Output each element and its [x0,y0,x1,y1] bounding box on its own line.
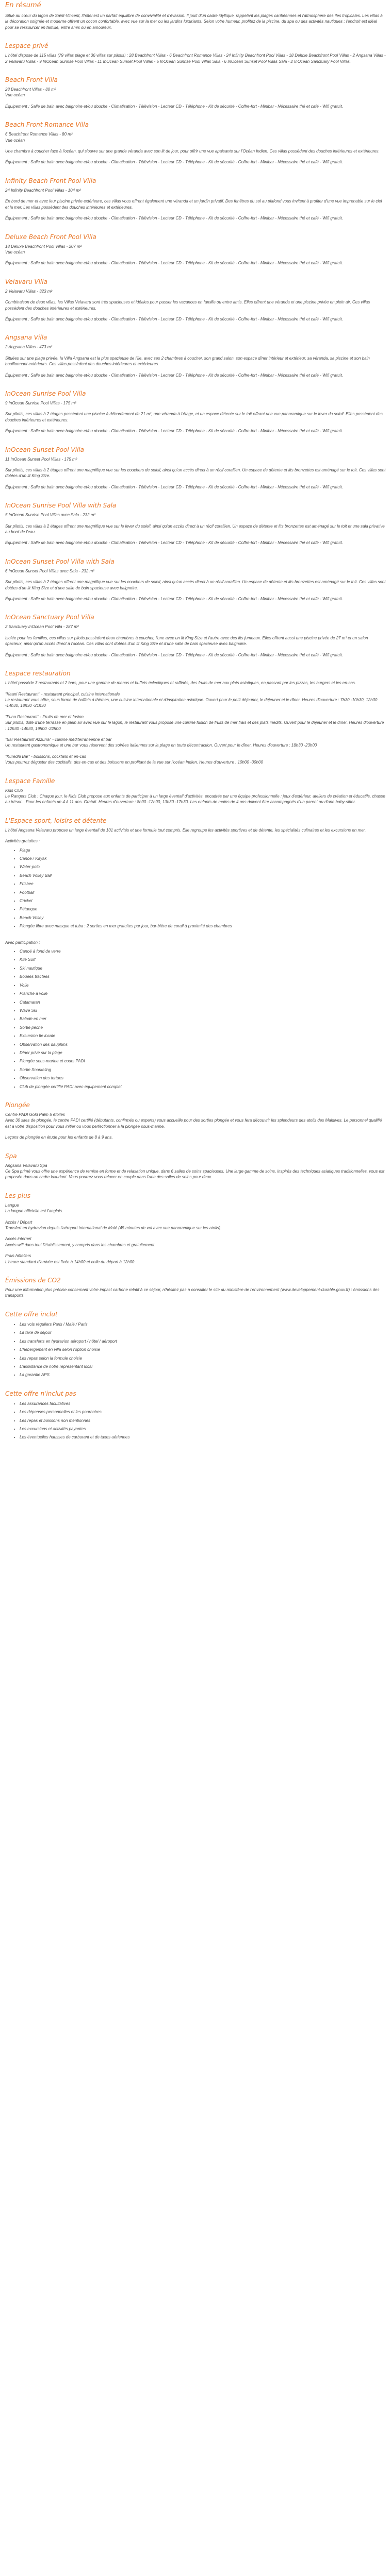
restaurants-title: Lespace restauration [5,670,71,677]
room-equipment: Équipement : Salle de bain avec baignoire et/ou douche - Climatisation - Télévision - Lecteur CD - Téléphone - Kit de sécurité - Coffre-fort - Minibar - Nécessaire thé et café - Wifi gratuit. [5,160,343,165]
included-item: • Les vols réguliers Paris / Malé / Paris [20,1321,386,1327]
spacer [5,193,386,198]
room-size: 18 Deluxe Beachfront Pool Villas - 207 m² [5,244,82,249]
spacer [5,350,386,355]
room-size: 9 InOcean Sunrise Pool Villas - 175 m² [5,400,76,405]
paid-activities-list [5,948,386,1090]
room-title: Beach Front Romance Villa [5,121,89,129]
room-title: InOcean Sanctuary Pool Villa [5,614,94,621]
restaurants-section [5,669,386,765]
excluded-item: • Les assurances facultatives [20,1401,386,1406]
paid-activity-item: • Sortie pêche [20,1025,386,1030]
room-equipment: Équipement : Salle de bain avec baignoire et/ou douche - Climatisation - Télévision - Lecteur CD - Téléphone - Kit de sécurité - Coffre-fort - Minibar - Nécessaire thé et café - Wifi gratuit. [5,372,343,378]
restaurant-details: Le restaurant vous offre, sous forme de buffets à thèmes, une cuisine internationale et d'inspiration asiatique. Ouvert pour le petit déjeuner, le déjeuner et le dîner. Heures d'ouverture : 7h30 -10h30, 12h30 -14h30, 18h30 -21h30 [5,697,378,708]
paid-activity-item: • Observation des tortues [20,1075,386,1081]
excluded-item: • Les excursions et activités payantes [20,1426,386,1432]
room-description: Combinaison de deux villas, les Villas Velavaru sont très spacieuses et idéales pour passer les vacances en famille ou entre amis. Elles offrent une véranda et une piscine privée en plein air. Ces villas possèdent des douches intérieures et extérieures. [5,300,370,311]
room-title: Velavaru Villa [5,278,47,285]
room-description: Isolée pour les familles, ces villas sur pilotis possèdent deux chambres à coucher, l'une avec un lit King Size et l'autre avec des lits jumeaux. Elles offrent aussi une piscine privée de 27 m² et un salon spacieux, ainsi qu'un accès direct à l'océan. Ces villas sont dotées d'un lit King Size et d'une salle de bain spacieuse avec baignoire. [5,635,368,647]
room-equipment: Équipement : Salle de bain avec baignoire et/ou douche - Climatisation - Télévision - Lecteur CD - Téléphone - Kit de sécurité - Coffre-fort - Minibar - Nécessaire thé et café - Wifi gratuit. [5,216,343,221]
room-equipment: Équipement : Salle de bain avec baignoire et/ou douche - Climatisation - Télévision - Lecteur CD - Téléphone - Kit de sécurité - Coffre-fort - Minibar - Nécessaire thé et café - Wifi gratuit. [5,484,343,489]
included-item: • L'hébergement en villa selon l'option choisie [20,1347,386,1352]
room-description: Une chambre à coucher face à l'océan, qui s'ouvre sur une grande véranda avec son lit de jour, pour offrir une vue apaisante sur l'Océan Indien. Ces villas possèdent des douches intérieures et extérieures. [5,149,380,154]
free-activities-list [5,848,386,929]
room-size: 24 Infinity Beachfront Pool Villas - 104 m² [5,188,81,193]
included-item: • Les repas selon la formule choisie [20,1355,386,1361]
spacer [5,255,386,260]
co2-title: Émissions de CO2 [5,1277,61,1284]
room-size: 5 InOcean Sunrise Pool Villas avec Sala - 232 m² [5,513,96,518]
spa-subtitle: Angsana Velavaru Spa [5,1163,47,1168]
room-view: Vue océan [5,93,25,98]
free-activity-item: • Canoë / Kayak [20,856,386,861]
paid-activity-item: • Sortie Snorkeling [20,1067,386,1073]
excluded-item: • Les dépenses personnelles et les pourboires [20,1409,386,1415]
access-text: Transfert en hydravion depuis l'aéroport international de Malé (45 minutes de vol avec vue panoramique sur les atolls). [5,1226,222,1231]
room-view: Vue océan [5,138,25,143]
paid-activity-item: • Planche à voile [20,991,386,996]
room-equipment: Équipement : Salle de bain avec baignoire et/ou douche - Climatisation - Télévision - Lecteur CD - Téléphone - Kit de sécurité - Coffre-fort - Minibar - Nécessaire thé et café - Wifi gratuit. [5,316,343,321]
paid-activity-item: • Kite Surf [20,957,386,962]
room-size: 6 Beachfront Romance Villas - 80 m² [5,132,73,137]
family-paragraph: Le Rangers Club : Chaque jour, le Kids Club propose aux enfants de participer à un large éventail d'activités, encadrés par une équipe professionnelle : jeux d'extérieur, ateliers de création et éducatifs, chasse au trésor... Pour les enfants de 4 à 11 ans. Gratuit. Heures d'ouverture : 8h00 -12h00, 13h30 -17h30. Les enfants de moins de 4 ans doivent être accompagnés d'un parent ou d'une baby-sitter. [5,793,385,805]
free-activity-item: • Water-polo [20,864,386,870]
restaurants-intro: L'hôtel possède 3 restaurants et 2 bars, pour une gamme de menus et buffets éclectiques et raffinés, des fruits de mer aux plats asiatiques, en passant par les pizzas, les burgers et les en-cas. [5,681,356,686]
kids-club-label: Kids Club [5,788,23,793]
paid-activity-item: • Observation des dauphins [20,1042,386,1047]
free-activity-item: • Cricket [20,898,386,904]
diving-paragraph: Avec 30 sites de plongée, le centre PADI certifié (débutants, confirmés ou experts) vous accueille pour des sorties plongée et vous fera découvrir les splendeurs des atolls des Maldives. Le personnel qualifié est à votre disposition pour vous initier ou vous perfectionner à la plongée sous-marine. [5,1118,382,1129]
room-description: Situées sur une plage privée, la Villa Angsana est la plus spacieuse de l'île, avec ses 2 chambres à coucher, son grand salon, son espace dîner intérieur et extérieur, sa véranda, sa piscine et son bain bouillonnant extérieurs. Ces villas possèdent des douches intérieures et extérieures. [5,355,370,367]
excludes-list [5,1401,386,1440]
family-section [5,777,386,805]
paid-activity-item: • Catamaran [20,999,386,1005]
free-activity-item: • Plage [20,848,386,853]
free-activity-item: • Pétanque [20,906,386,912]
spacer [5,143,386,148]
room-equipment: Équipement : Salle de bain avec baignoire et/ou douche - Climatisation - Télévision - Lecteur CD - Téléphone - Kit de sécurité - Coffre-fort - Minibar - Nécessaire thé et café - Wifi gratuit. [5,652,343,657]
paid-activities-label: Avec participation : [5,940,40,945]
restaurants-list [5,691,386,766]
room-title: InOcean Sunset Pool Villa with Sala [5,557,115,565]
spa-paragraph: Ce Spa primé vous offre une expérience de remise en forme et de relaxation unique, dans 6 salles de soins spacieuses. Une large gamme de soins, inspirés des techniques asiatiques traditionnelles, vous est proposée dans un cadre luxuriant. Vous pourrez vous relaxer en couple dans l'une des salles de soins pour deux. [5,1169,385,1180]
free-activity-item: • Frisbee [20,881,386,887]
extras-section [5,1192,386,1265]
free-activity-item: • Beach Volley Ball [20,873,386,878]
co2-paragraph: Pour une information plus précise concernant votre impact carbone relatif à ce séjour, n'hésitez pas à consulter le site du ministère de l'environnement (www.developpement-durable.gouv.fr) : émissions des transports. [5,1287,380,1298]
language-text: La langue officielle est l'anglais. [5,1209,63,1214]
language-label: Langue [5,1202,19,1208]
room-equipment: Équipement : Salle de bain avec baignoire et/ou douche - Climatisation - Télévision - Lecteur CD - Téléphone - Kit de sécurité - Coffre-fort - Minibar - Nécessaire thé et café - Wifi gratuit. [5,540,343,546]
activities-section [5,817,386,1090]
room-size: 2 Sanctuary InOcean Pool Villa - 287 m² [5,624,79,630]
activities-intro: L'hôtel Angsana Velavaru propose un large éventail de 101 activités et une formule tout compris. Elle regroupe les activités sportives et de détente, les spécialités culinaires et les excursions en mer. [5,827,366,833]
room-size: 11 InOcean Sunset Pool Villas - 175 m² [5,456,77,462]
room-title: Beach Front Villa [5,76,58,84]
co2-section [5,1276,386,1299]
included-item: • La garantie APS [20,1372,386,1378]
room-description: Sur pilotis, ces villas à 2 étages possèdent une piscine à débordement de 21 m², une véranda à l'étage, et un espace détente sur le toit offrant une vue panoramique sur le lever du soleil. Elles possèdent des douches intérieures et extérieures. [5,412,383,422]
spacer [5,98,386,104]
wifi-text: Accès wifi dans tout l'établissement, y compris dans les chambres et gratuitement. [5,1242,156,1247]
restaurant-details: Sur pilotis, doté d'une terrasse en plein air avec vue sur le lagon, le restaurant vous propose une cuisine fusion de fruits de mer frais et des plats inédits. Ouvert pour le déjeuner et le dîner. Heures d'ouverture : 12h30 -14h30, 19h00 -22h00 [5,720,384,731]
activities-title: L'Espace sport, loisirs et détente [5,817,107,824]
restaurant-name: "Kuredhi Bar" - boissons, cocktails et en-cas [5,754,86,759]
room-title: Infinity Beach Front Pool Villa [5,177,96,184]
room-equipment: Équipement : Salle de bain avec baignoire et/ou douche - Climatisation - Télévision - Lecteur CD - Téléphone - Kit de sécurité - Coffre-fort - Minibar - Nécessaire thé et café - Wifi gratuit. [5,429,343,434]
room-description: Sur pilotis, ces villas à 2 étages offrent une magnifique vue sur les couchers de soleil, ainsi qu'un accès direct à un récif corallien. Un espace de détente et lits bronzettes est aménagé sur le toit. Ces villas sont dotées d'un lit King Size. [5,468,386,479]
included-item: • L'assistance de notre représentant local [20,1364,386,1369]
paid-activity-item: • Ski nautique [20,965,386,971]
family-title: Lespace Famille [5,777,55,785]
excluded-item: • Les repas et boissons non mentionnés [20,1418,386,1423]
paid-activity-item: • Club de plongée certifié PADI avec équipement complet [20,1084,386,1090]
room-size: 28 Beachfront Villas - 80 m² [5,87,56,92]
restaurant-name: "Kaani Restaurant" - restaurant principal, cuisine internationale [5,691,120,697]
overview-section [5,1,386,30]
rooms-intro: L'hôtel dispose de 115 villas (79 villas plage et 36 villas sur pilotis) : 28 Beachfront Villas - 6 Beachfront Romance Villas - 24 Infinity Beachfront Pool Villas - 18 Deluxe Beachfront Pool Villas - 2 Angsana Villas - 2 Velavaru Villas - 9 InOcean Sunrise Pool Villas - 11 InOcean Sunset Pool Villas - 5 InOcean Sunrise Pool Villas Sala - 6 InOcean Sunset Pool Villas Sala - 2 InOcean Sanctuary Pool Villas. [5,53,386,64]
room-view: Vue océan [5,249,25,255]
paid-activity-item: • Voile [20,982,386,988]
room-description: Sur pilotis, ces villas à 2 étages offrent une magnifique vue sur les couchers de soleil, ainsi qu'un accès direct à un récif corallien. Un espace de détente et lits bronzettes est aménagé sur le toit. Ces villas sont dotées d'un lit King Size et d'une salle de bain spacieuse avec baignoire. [5,580,386,590]
paid-activity-item: • Dîner privé sur la plage [20,1050,386,1056]
overview-title: En résumé [5,2,41,9]
diving-note: Leçons de plongée en étude pour les enfants de 8 à 9 ans. [5,1135,113,1140]
includes-section [5,1310,386,1378]
includes-list [5,1321,386,1378]
includes-title: Cette offre inclut [5,1310,58,1318]
hours-label: Frais hôteliers [5,1253,31,1259]
excludes-title: Cette offre n'inclut pas [5,1389,76,1397]
spacer [5,518,386,523]
room-title: InOcean Sunrise Pool Villa [5,389,86,397]
paid-activity-item: • Balade en mer [20,1016,386,1022]
paid-activity-item: • Excursion île locale [20,1033,386,1039]
restaurant-details: Un restaurant gastronomique et une bar vous réservent des soirées italiennes sur la plage en toute décontraction. Ouvert pour le dîner. Heures d'ouverture : 18h30 -23h00 [5,743,317,748]
spacer [5,294,386,299]
room-size: 2 Velavaru Villas - 323 m² [5,289,53,294]
access-label: Accès / Départ [5,1219,32,1225]
wifi-label: Accès internet [5,1236,31,1242]
restaurant-name: "Funa Restaurant" - Fruits de mer et fusion [5,714,84,719]
included-item: • Les transferts en hydravion aéroport / hôtel / aéroport [20,1338,386,1344]
spacer [5,574,386,579]
free-activities-label: Activités gratuites : [5,839,40,844]
diving-subtitle: Centre PADI Gold Palm 5 étoiles [5,1112,65,1117]
rooms-list [5,76,386,658]
diving-section [5,1101,386,1141]
hours-text: L'heure standard d'arrivée est fixée à 14h00 et celle du départ à 12h00. [5,1259,136,1264]
room-size: 6 InOcean Sunset Pool Villas avec Sala - 232 m² [5,568,94,573]
room-equipment: Équipement : Salle de bain avec baignoire et/ou douche - Climatisation - Télévision - Lecteur CD - Téléphone - Kit de sécurité - Coffre-fort - Minibar - Nécessaire thé et café - Wifi gratuit. [5,261,343,266]
room-title: Angsana Villa [5,334,47,342]
free-activity-item: • Football [20,890,386,895]
overview-paragraph: Situé au cœur du lagon de Saint-Vincent, l'hôtel est un parfait équilibre de convivialité et d'évasion. Il jouit d'un cadre idyllique, rappelant les plages caribéennes et l'atmosphère des îles tropicales. Les villas à la décoration soignée et moderne offrent un cocon confortable, avec vue sur la mer ou les jardins luxuriants. Selon votre humeur, profitez de la piscine, du spa ou des activités nautiques : l'endroit est idéal pour se ressourcer en famille, entre amis ou en amoureux. [5,13,383,30]
diving-title: Plongée [5,1101,30,1109]
restaurant-details: Vous pourrez déguster des cocktails, des en-cas et des boissons en profitant de la vue sur l'océan Indien. Heures d'ouverture : 10h00 -00h00 [5,760,263,765]
restaurant-name: "Bar Restaurant Azzurra" - cuisine méditerranéenne et bar [5,737,112,742]
room-description: Sur pilotis, ces villas à 2 étages offrent une magnifique vue sur le lever du soleil, ainsi qu'un accès direct à un récif corallien. Un espace de détente et lits bronzettes est aménagé sur le toit et une sala privative au bord de l'eau. [5,523,385,535]
room-title: InOcean Sunrise Pool Villa with Sala [5,502,117,510]
excludes-section [5,1389,386,1440]
spacer [5,462,386,467]
paid-activity-item: • Canoë à fond de verre [20,948,386,954]
spacer [5,630,386,635]
rooms-title: Lespace privé [5,42,48,50]
paid-activity-item: • Plongée sous-marine et cours PADI [20,1058,386,1064]
free-activity-item: • Plongée libre avec masque et tuba : 2 sorties en mer gratuites par jour, bar-bière de corail à proximité des chambres [20,923,386,929]
room-title: Deluxe Beach Front Pool Villa [5,233,96,241]
room-description: En bord de mer et avec leur piscine privée extérieure, ces villas vous offrent également une véranda et un jardin privatif. Des fenêtres du sol au plafond vous invitent à profiter d'une vue imprenable sur le ciel et la mer. Les villas possèdent des douches intérieures et extérieures. [5,199,382,210]
excluded-item: • Les éventuelles hausses de carburant et de taxes aériennes [20,1434,386,1440]
room-equipment: Équipement : Salle de bain avec baignoire et/ou douche - Climatisation - Télévision - Lecteur CD - Téléphone - Kit de sécurité - Coffre-fort - Minibar - Nécessaire thé et café - Wifi gratuit. [5,104,343,109]
spa-section [5,1152,386,1180]
paid-activity-item: • Wave Ski [20,1008,386,1013]
free-activity-item: • Beach Volley [20,915,386,921]
spa-title: Spa [5,1152,17,1160]
room-size: 2 Angsana Villas - 473 m² [5,345,53,350]
spacer [5,406,386,411]
paid-activity-item: • Bouées tractées [20,974,386,979]
extras-title: Les plus [5,1192,30,1199]
included-item: • La taxe de séjour [20,1330,386,1335]
room-equipment: Équipement : Salle de bain avec baignoire et/ou douche - Climatisation - Télévision - Lecteur CD - Téléphone - Kit de sécurité - Coffre-fort - Minibar - Nécessaire thé et café - Wifi gratuit. [5,597,343,602]
room-title: InOcean Sunset Pool Villa [5,446,84,453]
rooms-section [5,42,386,658]
